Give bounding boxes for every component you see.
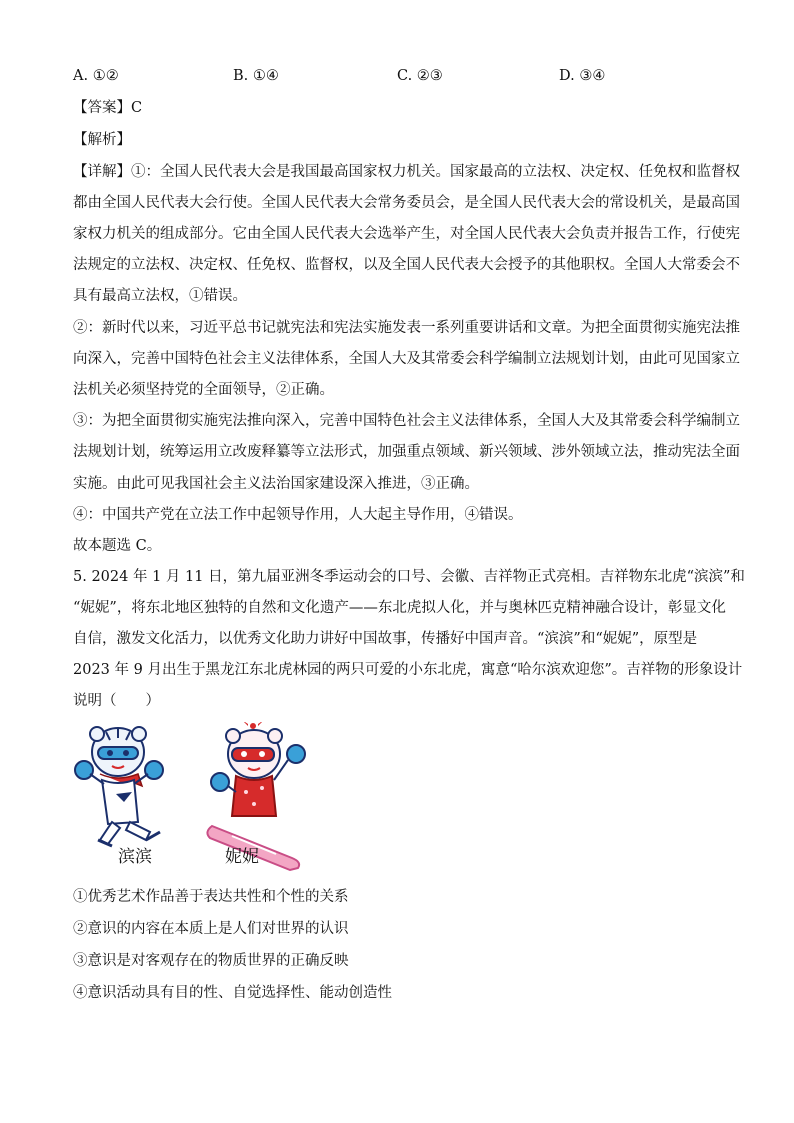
question5-line: 说明（ ） xyxy=(73,693,160,709)
detail-line: 向深入，完善中国特色社会主义法律体系，全国人大及其常委会科学编制立法规划计划，由此可见国家立 xyxy=(73,351,740,367)
statement-4: ④意识活动具有目的性、自觉选择性、能动创造性 xyxy=(73,985,392,1001)
detail-line: ④：中国共产党在立法工作中起领导作用，人大起主导作用，④错误。 xyxy=(73,507,523,523)
question5-line: 2023 年 9 月出生于黑龙江东北虎林园的两只可爱的小东北虎，寓意“哈尔滨欢迎您”。吉祥物的形象设计 xyxy=(73,662,743,678)
question5-line: “妮妮”，将东北地区独特的自然和文化遗产——东北虎拟人化，并与奥林匹克精神融合设计，彰显文化 xyxy=(73,600,726,616)
question5-line: 5. 2024 年 1 月 11 日，第九届亚洲冬季运动会的口号、会徽、吉祥物正式亮相。吉祥物东北虎“滨滨”和 xyxy=(73,569,745,585)
option-d: D. ③④ xyxy=(559,68,606,84)
detail-line: 都由全国人民代表大会行使。全国人民代表大会常务委员会，是全国人民代表大会的常设机关，是最高国 xyxy=(73,195,740,211)
detail-line: 家权力机关的组成部分。它由全国人民代表大会选举产生，对全国人民代表大会负责并报告工作，行使宪 xyxy=(73,226,740,242)
statement-1: ①优秀艺术作品善于表达共性和个性的关系 xyxy=(73,889,349,905)
detail-line: 法机关必须坚持党的全面领导，②正确。 xyxy=(73,382,334,398)
mascot-illustration xyxy=(72,722,312,872)
binbin-mascot xyxy=(75,727,163,846)
question5-line: 自信，激发文化活力，以优秀文化助力讲好中国故事，传播好中国声音。“滨滨”和“妮妮”，原型是 xyxy=(73,631,698,647)
nini-caption: 妮妮 xyxy=(225,847,259,867)
option-c: C. ②③ xyxy=(397,68,443,84)
detail-line: 实施。由此可见我国社会主义法治国家建设深入推进，③正确。 xyxy=(73,476,479,492)
statement-2: ②意识的内容在本质上是人们对世界的认识 xyxy=(73,921,349,937)
detail-line: 法规划计划，统筹运用立改废释纂等立法形式，加强重点领域、新兴领域、涉外领域立法，推动宪法全面 xyxy=(73,444,740,460)
option-a: A. ①② xyxy=(73,68,119,84)
analysis-label: 【解析】 xyxy=(73,132,131,148)
binbin-caption: 滨滨 xyxy=(118,847,152,867)
detail-line: ②：新时代以来，习近平总书记就宪法和宪法实施发表一系列重要讲话和文章。为把全面贯彻实施宪法推 xyxy=(73,320,740,336)
answer-line: 【答案】C xyxy=(73,100,143,116)
option-b: B. ①④ xyxy=(233,68,279,84)
statement-3: ③意识是对客观存在的物质世界的正确反映 xyxy=(73,953,349,969)
detail-line: 法规定的立法权、决定权、任免权、监督权，以及全国人民代表大会授予的其他职权。全国人大常委会不 xyxy=(73,257,740,273)
detail-line: ③：为把全面贯彻实施宪法推向深入，完善中国特色社会主义法律体系，全国人大及其常委会科学编制立 xyxy=(73,413,740,429)
detail-line: 具有最高立法权，①错误。 xyxy=(73,288,247,304)
detail-line: 【详解】①：全国人民代表大会是我国最高国家权力机关。国家最高的立法权、决定权、任免权和监督权 xyxy=(73,164,740,180)
conclusion-line: 故本题选 C。 xyxy=(73,538,162,554)
